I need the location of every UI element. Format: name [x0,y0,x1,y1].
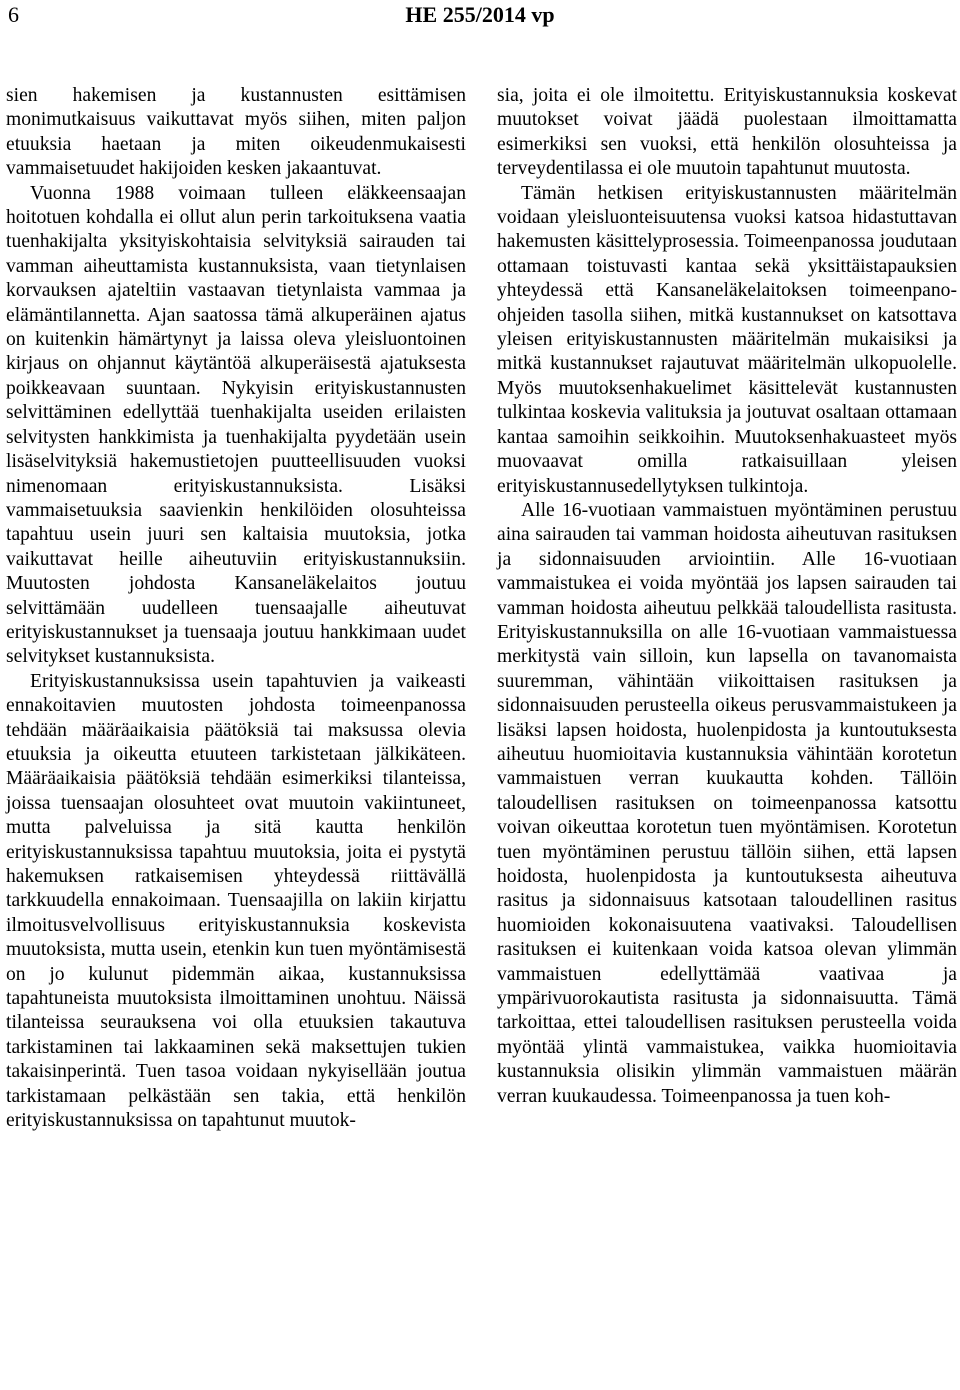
page-number: 6 [8,2,19,27]
right-column [497,84,957,1109]
body-paragraph: Alle 16-vuotiaan vammaistuen myöntäminen perustuu aina sairauden tai vamman hoidosta aiheutuvan rasituksen ja sidonnaisuuden arviointiin. Alle 16-vuotiaan vammaistukea ei voida myöntää jos lapsen sairauden tai vamman hoidosta aiheutuu pelkkää taloudellista rasitusta. Erityiskustannuksilla on alle 16-vuotiaan vammaistuessa merkitystä vain silloin, kun lapsella on tavanomaista suuremman, vähintään viikoittaisen rasituksen ja sidonnaisuuden perusteella oikeus perusvammaistukeen ja lisäksi lapsen hoidosta, huolenpidosta ja kuntoutuksesta aiheutuu huomioitavia kustannuksia vähintään korotetun vammaistuen verran kuukautta kohden. Tällöin taloudellisen rasituksen on toimeenpanossa katsottu voivan oikeuttaa korotetun tuen myöntämisen. Korotetun tuen myöntäminen perustuu tällöin siihen, että lapsen hoidosta, huolenpidosta ja kuntoutuksesta aiheutuva rasitus ja sidonnaisuus katsotaan taloudellinen rasitus huomioiden kokonaisuutena vaativaksi. Taloudellisen rasituksen ei kuitenkaan voida katsoa olevan ylimmän vammaistuen edellyttämää vaativaa ja ympärivuorokautista rasitusta ja sidonnaisuutta. Tämä tarkoittaa, ettei taloudellisen rasituksen perusteella voida myöntää ylintä vammaistukea, vaikka huomioitavia kustannuksia olisikin ylimmän vammaistuen määrän verran kuukaudessa. Toimeenpanossa ja tuen koh- [497,499,957,1107]
left-column [6,84,466,1133]
body-paragraph: Vuonna 1988 voimaan tulleen eläkkeensaajan hoitotuen kohdalla ei ollut alun perin tarkoituksena vaatia tuenhakijalta yksityiskohtaisia selvityksiä sairauden tai vamman aiheuttamista kustannuksista, vaan tietynlaisen korvauksen ajateltiin vastaavan tietynlaista vammaa ja elämäntilannetta. Ajan saatossa tämä alkuperäinen ajatus on kuitenkin hämärtynyt ja laissa oleva yleisluontoinen kirjaus on ohjannut käytäntöä alkuperäisestä ajatuksesta poikkeavaan suuntaan. Nykyisin erityiskustannusten selvittäminen edellyttää tuenhakijalta useiden erilaisten selvitysten hankkimista ja tuenhakijalta pyydetään usein lisäselvityksiä hakemustietojen puutteellisuuden vuoksi nimenomaan erityiskustannuksista. Lisäksi vammaisetuuksia saavienkin henkilöiden olosuhteissa tapahtuu usein juuri sen kaltaisia muutoksia, jotka vaikuttavat heille aiheutuviin erityiskustannuksiin. Muutosten johdosta Kansaneläkelaitos joutuu selvittämään uudelleen tuensaajalle aiheutuvat erityiskustannukset ja tuensaaja joutuu hankkimaan uudet selvitykset kustannuksista. [6,182,466,668]
body-paragraph: Erityiskustannuksissa usein tapahtuvien ja vaikeasti ennakoitavien muutosten johdosta toimeenpanossa tehdään määräaikaisia päätöksiä tai maksussa olevia etuuksia ja oikeutta etuuteen tarkistetaan jälkikäteen. Määräaikaisia päätöksiä tehdään esimerkiksi tilanteissa, joissa tuensaajan olosuhteet ovat muutoin vakiintuneet, mutta palveluissa ja sitä kautta henkilön erityiskustannuksissa tapahtuu muutoksia, joita ei pystytä hakemuksen ratkaisemisen yhteydessä riittävällä tarkkuudella ennakoimaan. Tuensaajilla on lakiin kirjattu ilmoitusvelvollisuus erityiskustannuksia koskevista muutoksista, mutta usein, etenkin kun tuen myöntämisestä on jo kulunut pidemmän aikaa, kustannuksissa tapahtuneista muutoksista ilmoittaminen unohtuu. Näissä tilanteissa seurauksena voi olla etuuksien takautuva tarkistaminen tai lakkaaminen sekä maksettujen tukien takaisinperintä. Tuen tasoa voidaan nykyisellään joutua tarkistamaan pelkästään sen takia, että henkilön erityiskustannuksissa on tapahtunut muutok- [6,670,466,1132]
body-paragraph: sia, joita ei ole ilmoitettu. Erityiskustannuksia koskevat muutokset voivat jäädä puolestaan ilmoittamatta esimerkiksi sen vuoksi, että henkilön olosuhteissa ja terveydentilassa ei ole muutoin tapahtunut muutosta. [497,85,957,180]
body-paragraph: sien hakemisen ja kustannusten esittämisen monimutkaisuus vaikuttavat myös siihen, miten paljon etuuksia haetaan ja miten oikeudenmukaisesti vammaisetuudet hakijoiden kesken jakaantuvat. [6,85,466,180]
document-id: HE 255/2014 vp [405,2,555,27]
body-paragraph: Tämän hetkisen erityiskustannusten määritelmän voidaan yleisluonteisuutensa vuoksi katsoa hidastuttavan hakemusten käsittelyprosessia. Toimeenpanossa joudutaan ottamaan toistuvasti kantaa sekä yksittäistapauksien yhteydessä että Kansaneläkelaitoksen toimeenpano-ohjeiden tasolla siihen, mitkä kustannukset on katsottava yleisen erityiskustannusten määritelmän mukaisiksi ja mitkä kustannukset rajautuvat määritelmän ulkopuolelle. Myös muutoksenhakuelimet käsittelevät kustannusten tulkintaa koskevia valituksia ja joutuvat osaltaan ottamaan kantaa samoihin seikkoihin. Muutoksenhakuasteet myös muovaavat omilla ratkaisuillaan yleisen erityiskustannusedellytyksen tulkintoja. [497,182,957,497]
page-header [0,0,960,40]
